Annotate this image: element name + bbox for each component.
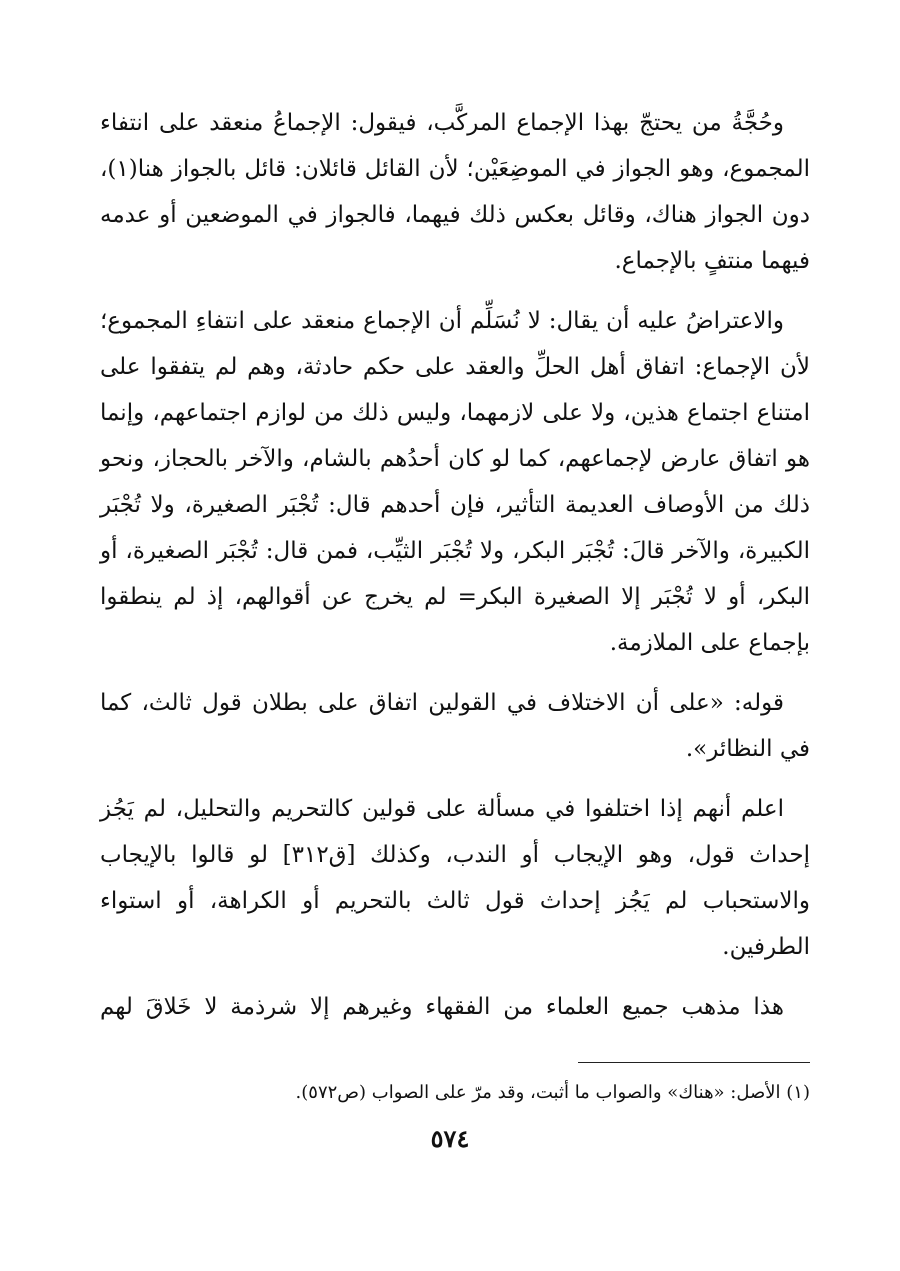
paragraph-2-text: والاعتراضُ عليه أن يقال: لا نُسَلِّم أن الإجماع منعقد على انتفاءِ المجموع؛ لأن الإجماع: اتفاق أهل الحلِّ والعقد على حكم حادثة، وهم لم يتفقوا على امتناع اجتماع هذين، ولا على لازمهما، وليس ذلك من لوازم اجتماعهم، وإنما هو اتفاق عارض لإجماعهم، كما لو كان أحدُهم بالشام، والآخر بالحجاز، ونحو ذلك من الأوصاف العديمة التأثير، فإن أحدهم قال: تُجْبَر الصغيرة، ولا تُجْبَر الكبيرة، والآخر قالَ: تُجْبَر البكر، ولا تُجْبَر الثيِّب، فمن قال: تُجْبَر الصغيرة، أو البكر، أو لا تُجْبَر إلا الصغيرة البكر= لم يخرج عن أقوالهم، إذ لم ينطقوا بإجماع على الملازمة. [100, 308, 810, 656]
paragraph-5 [100, 984, 810, 1030]
footnote: (١) الأصل: «هناك» والصواب ما أثبت، وقد مرّ على الصواب (ص٥٧٢). [295, 1082, 810, 1103]
footnote-separator [578, 1062, 810, 1063]
paragraph-3 [100, 680, 810, 772]
paragraph-4-text: اعلم أنهم إذا اختلفوا في مسألة على قولين كالتحريم والتحليل، لم يَجُز إحداث قول، وهو الإيجاب أو الندب، وكذلك [ق٣١٢] لو قالوا بالإيجاب والاستحباب لم يَجُز إحداث قول ثالث بالتحريم أو الكراهة، أو استواء الطرفين. [100, 796, 810, 960]
paragraph-5-text: هذا مذهب جميع العلماء من الفقهاء وغيرهم إلا شرذمة لا خَلاقَ لهم [100, 994, 784, 1020]
paragraph-3-text: قوله: «على أن الاختلاف في القولين اتفاق على بطلان قول ثالث، كما في النظائر». [100, 690, 810, 762]
paragraph-1-text: وحُجَّةُ من يحتجّ بهذا الإجماع المركَّب، فيقول: الإجماعُ منعقد على انتفاء المجموع، وهو الجواز في الموضِعَيْن؛ لأن القائل قائلان: قائل بالجواز هنا(١)، دون الجواز هناك، وقائل بعكس ذلك فيهما، فالجواز في الموضعين أو عدمه فيهما منتفٍ بالإجماع. [100, 110, 810, 274]
main-text [100, 100, 810, 1044]
page-number: ٥٧٤ [430, 1124, 470, 1153]
paragraph-1 [100, 100, 810, 284]
paragraph-2 [100, 298, 810, 666]
paragraph-4 [100, 786, 810, 970]
